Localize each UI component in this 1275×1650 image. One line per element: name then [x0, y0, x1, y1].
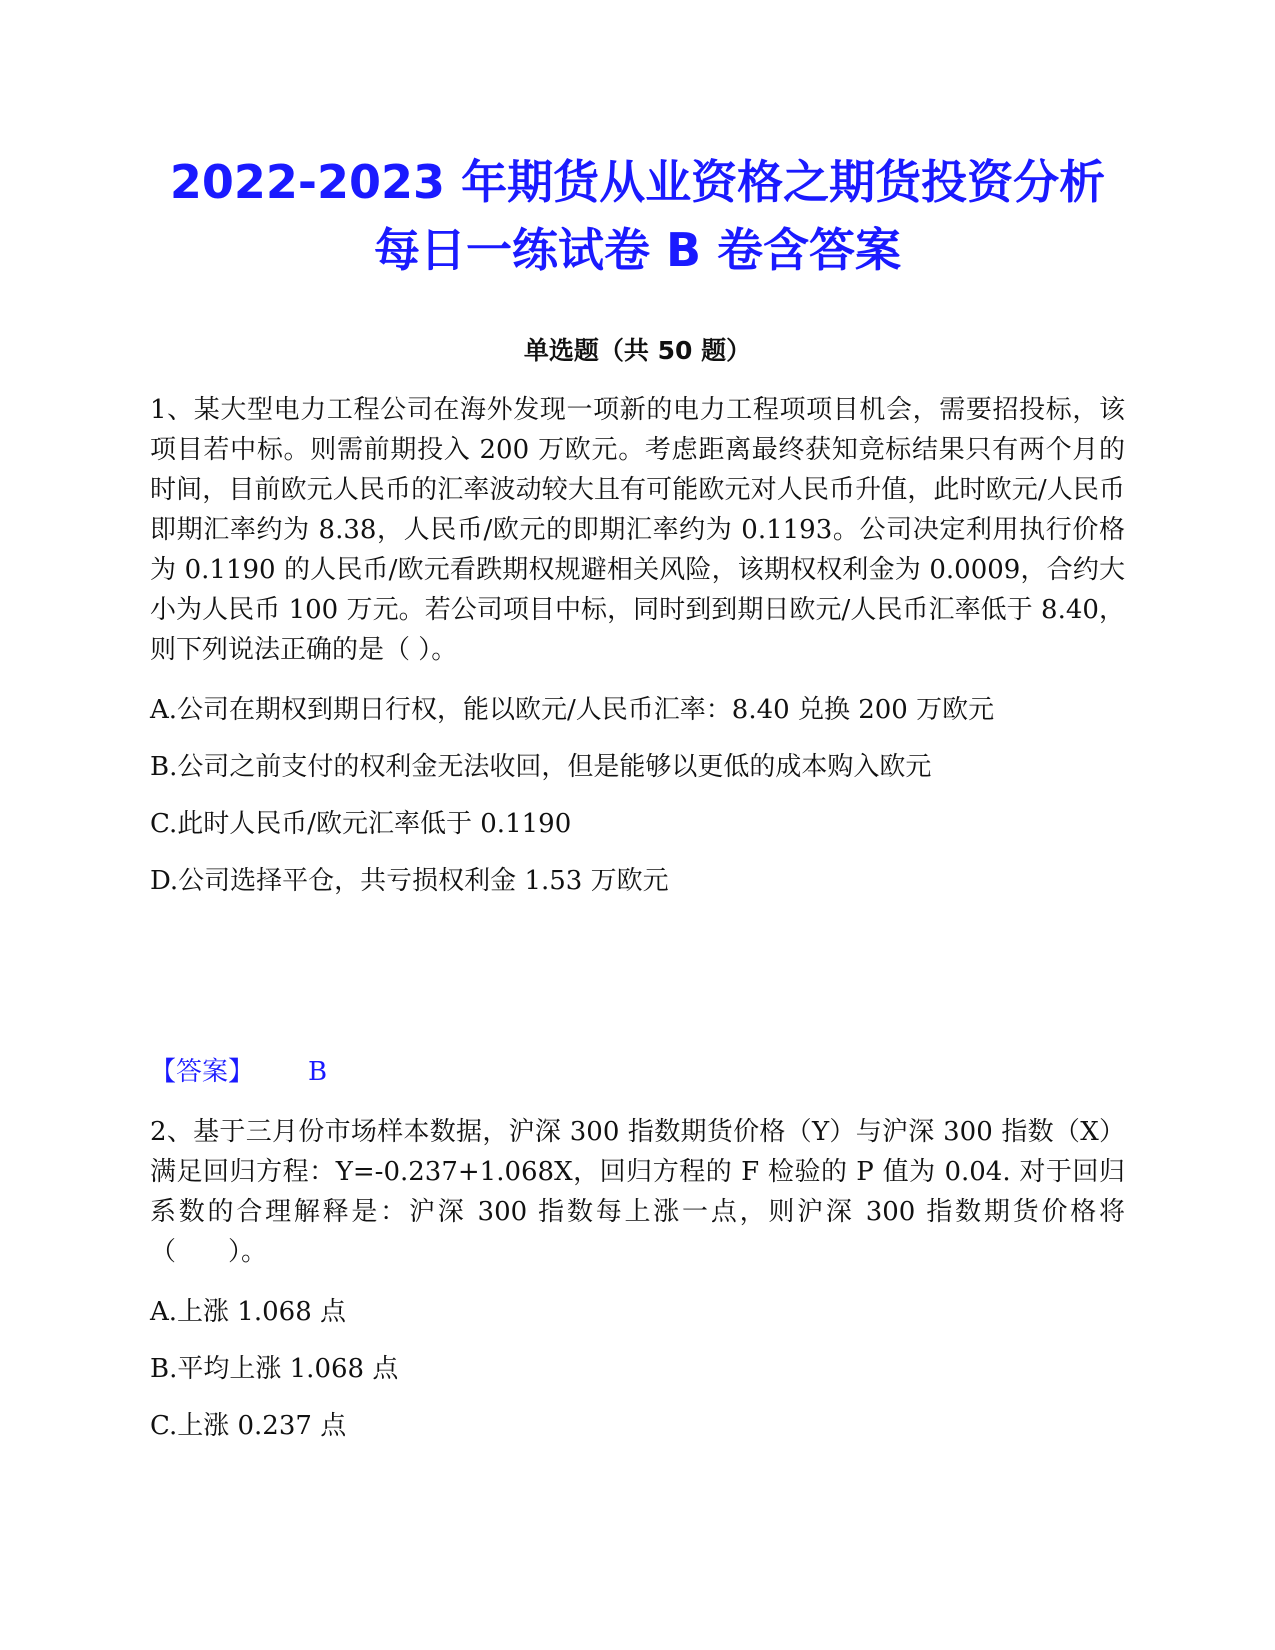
answer-label: 【答案】 [150, 1057, 255, 1087]
question-2-option-a: A.上涨 1.068 点 [150, 1297, 347, 1327]
question-1-option-a: A.公司在期权到期日行权，能以欧元/人民币汇率：8.40 兑换 200 万欧元 [150, 695, 995, 725]
question-1-answer [150, 1052, 327, 1092]
document-title-line-1: 2022-2023 年期货从业资格之期货投资分析 [169, 155, 1106, 209]
question-2-option-b: B.平均上涨 1.068 点 [150, 1354, 399, 1384]
answer-value: B [308, 1057, 328, 1087]
document-title-line-2: 每日一练试卷 B 卷含答案 [373, 223, 902, 277]
question-1-option-b: B.公司之前支付的权利金无法收回，但是能够以更低的成本购入欧元 [150, 752, 932, 782]
question-2-stem: 2、基于三月份市场样本数据，沪深 300 指数期货价格（Y）与沪深 300 指数（X）满足回归方程：Y=-0.237+1.068X，回归方程的 F 检验的 P 值为 0.04. 对于回归系数的合理解释是：沪深 300 指数每上涨一点，则沪深 300 指数期货价格将（ ）。 [150, 1117, 1125, 1267]
question-1-option-d: D.公司选择平仓，共亏损权利金 1.53 万欧元 [150, 866, 669, 896]
question-2-options [150, 1292, 1125, 1446]
question-2-option-c: C.上涨 0.237 点 [150, 1411, 347, 1441]
question-1 [150, 390, 1125, 901]
question-1-options [150, 690, 1125, 901]
section-heading: 单选题（共 50 题） [523, 336, 752, 365]
question-2 [150, 1112, 1125, 1446]
question-1-option-c: C.此时人民币/欧元汇率低于 0.1190 [150, 809, 572, 839]
question-1-stem: 1、某大型电力工程公司在海外发现一项新的电力工程项项目机会，需要招投标，该项目若中标。则需前期投入 200 万欧元。考虑距离最终获知竞标结果只有两个月的时间，目前欧元人民币的汇率波动较大且有可能欧元对人民币升值，此时欧元/人民币即期汇率约为 8.38，人民币/欧元的即期汇率约为 0.1193。公司决定利用执行价格为 0.1190 的人民币/欧元看跌期权规避相关风险，该期权权利金为 0.0009，合约大小为人民币 100 万元。若公司项目中标，同时到到期日欧元/人民币汇率低于 8.40，则下列说法正确的是（ ）。 [150, 395, 1125, 665]
